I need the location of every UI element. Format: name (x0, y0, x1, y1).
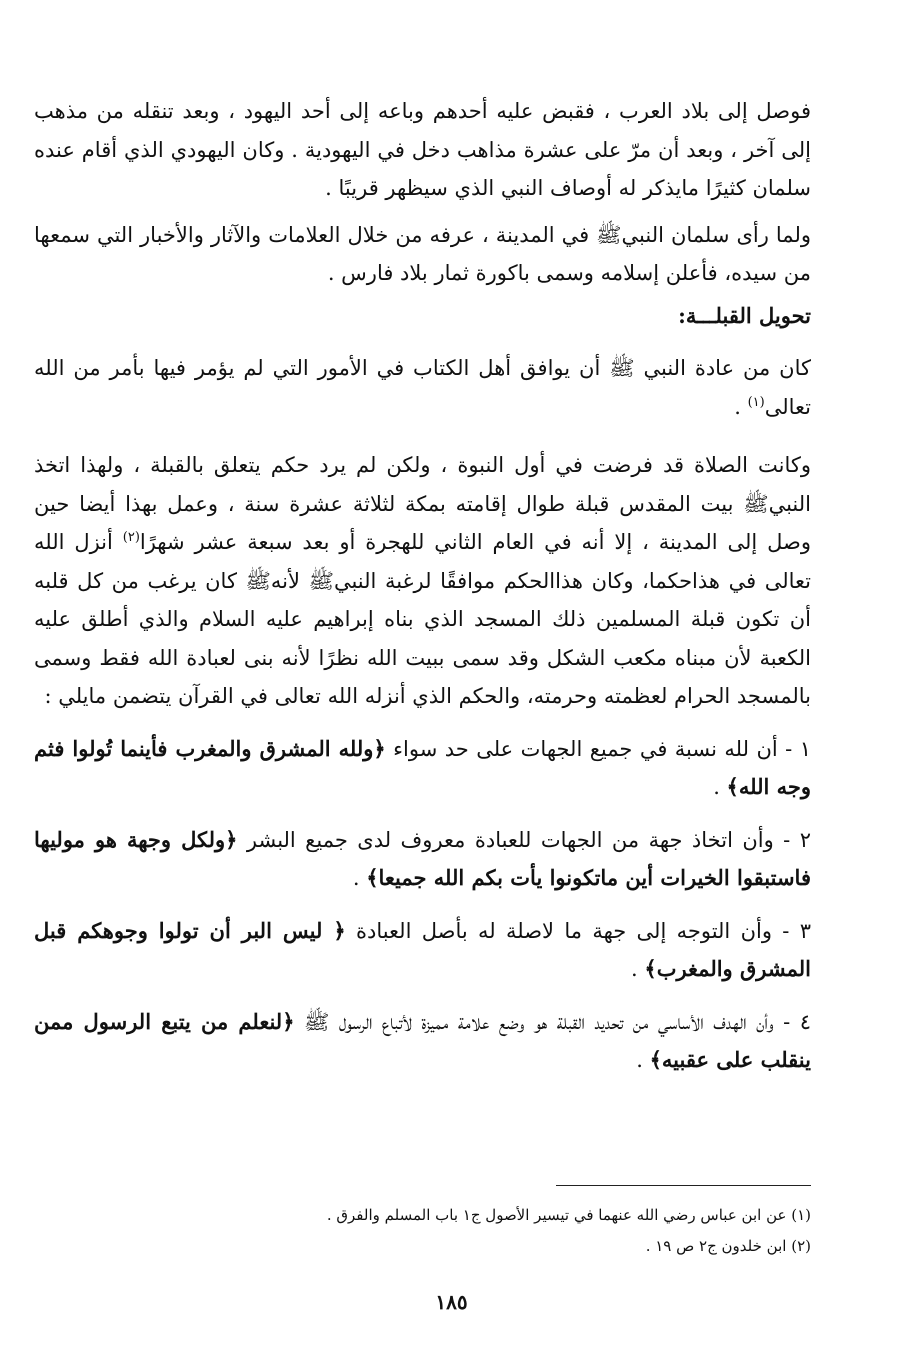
paragraph-qibla-history (34, 446, 811, 716)
footnote-ref-1[interactable]: (١) (747, 394, 765, 410)
paragraph-qibla-history-b: أنزل الله تعالى في هذاحكما، وكان هذاالحكم موافقًا لرغبة النبيﷺ لأنهﷺ كان يرغب من كل قلبه أن تكون قبلة المسلمين ذلك المسجد الذي بناه إبراهيم عليه السلام والذي أطلق عليه الكعبة لأن مبناه مكعب الشكل وقد سمى ببيت الله نظرًا لأنه بنى لعبادة الله فقط وسمى بالمسجد الحرام لعظمته وحرمته، والحكم الذي أنزله الله تعالى في القرآن يتضمن مايلي : (34, 530, 811, 708)
quran-verse-2: ﴿ولكل وجهة هو موليها فاستبقوا الخيرات أين ماتكونوا يأت بكم الله جميعا﴾ (34, 826, 811, 890)
main-text (34, 92, 811, 1080)
list-item-3-end: . (631, 957, 645, 981)
list-item-4-end: . (636, 1048, 650, 1072)
list-item-4 (34, 1003, 811, 1080)
footnote-ref-2[interactable]: (٢) (122, 530, 140, 545)
paragraph-salman-journey: فوصل إلى بلاد العرب ، فقبض عليه أحدهم وباعه إلى أحد اليهود ، وبعد تنقله من مذهب إلى آخر ، وبعد أن مرّ على عشرة مذاهب دخل في اليهودية . وكان اليهودي الذي أقام عنده سلمان كثيرًا مايذكر له أوصاف النبي الذي سيظهر قريبًا . (34, 99, 811, 200)
list-item-2 (34, 821, 811, 898)
footnotes (34, 1200, 811, 1262)
quran-verse-3: ﴿ ليس البر أن تولوا وجوهكم قبل المشرق والمغرب﴾ (34, 917, 811, 981)
paragraph-custom-end: . (734, 394, 748, 419)
list-item-2-end: . (352, 866, 367, 890)
footnote-1: (١) عن ابن عباس رضي الله عنهما في تيسير الأصول ج١ باب المسلم والفرق . (326, 1206, 811, 1224)
list-item-1 (34, 730, 811, 807)
list-item-3 (34, 912, 811, 989)
quran-verse-1: ﴿ولله المشرق والمغرب فأينما تُولوا فثم وجه الله﴾ (34, 735, 811, 799)
page-number: ١٨٥ (435, 1290, 468, 1314)
list-item-1-text: ١ - أن لله نسبة في جميع الجهات على حد سواء (385, 736, 811, 761)
footnote-separator (556, 1185, 811, 1186)
list-item-2-text: ٢ - وأن اتخاذ جهة من الجهات للعبادة معروف لدى جميع البشر (237, 827, 811, 852)
paragraph-custom-text: كان من عادة النبي ﷺ أن يوافق أهل الكتاب في الأمور التي لم يؤمر فيها بأمر من الله تعالى (34, 356, 811, 419)
quran-verse-4: ﴿لنعلم من يتبع الرسول ممن ينقلب على عقبيه﴾ (34, 1008, 811, 1072)
paragraph-custom (34, 349, 811, 426)
list-item-1-end: . (713, 775, 727, 799)
section-heading: تحويل القبلـــة: (678, 302, 811, 328)
paragraph-qibla-history-a: وكانت الصلاة قد فرضت في أول النبوة ، ولكن لم يرد حكم يتعلق بالقبلة ، ولهذا اتخذ النبيﷺ بيت المقدس قبلة طوال إقامته بمكة لثلاثة عشرة سنة ، وعمل بهذا أيضا حين وصل إلى المدينة ، إلا أنه في العام الثاني للهجرة أو بعد سبعة عشر شهرًا (34, 453, 811, 554)
list-item-3-text: ٣ - وأن التوجه إلى جهة ما لاصلة له بأصل العبادة (345, 918, 812, 943)
paragraph-salman-meets-prophet: ولما رأى سلمان النبيﷺ في المدينة ، عرفه من خلال العلامات والآثار والأخبار التي سمعها من سيده، فأعلن إسلامه وسمى باكورة ثمار بلاد فارس . (34, 222, 811, 285)
footnote-2: (٢) ابن خلدون ج٢ ص ١٩ . (645, 1237, 811, 1255)
list-item-4-text: ٤ - وأن الهدف الأساسي من تحديد القبلة هو وضع علامة مميزة لأتباع الرسول ﷺ (294, 1009, 812, 1034)
